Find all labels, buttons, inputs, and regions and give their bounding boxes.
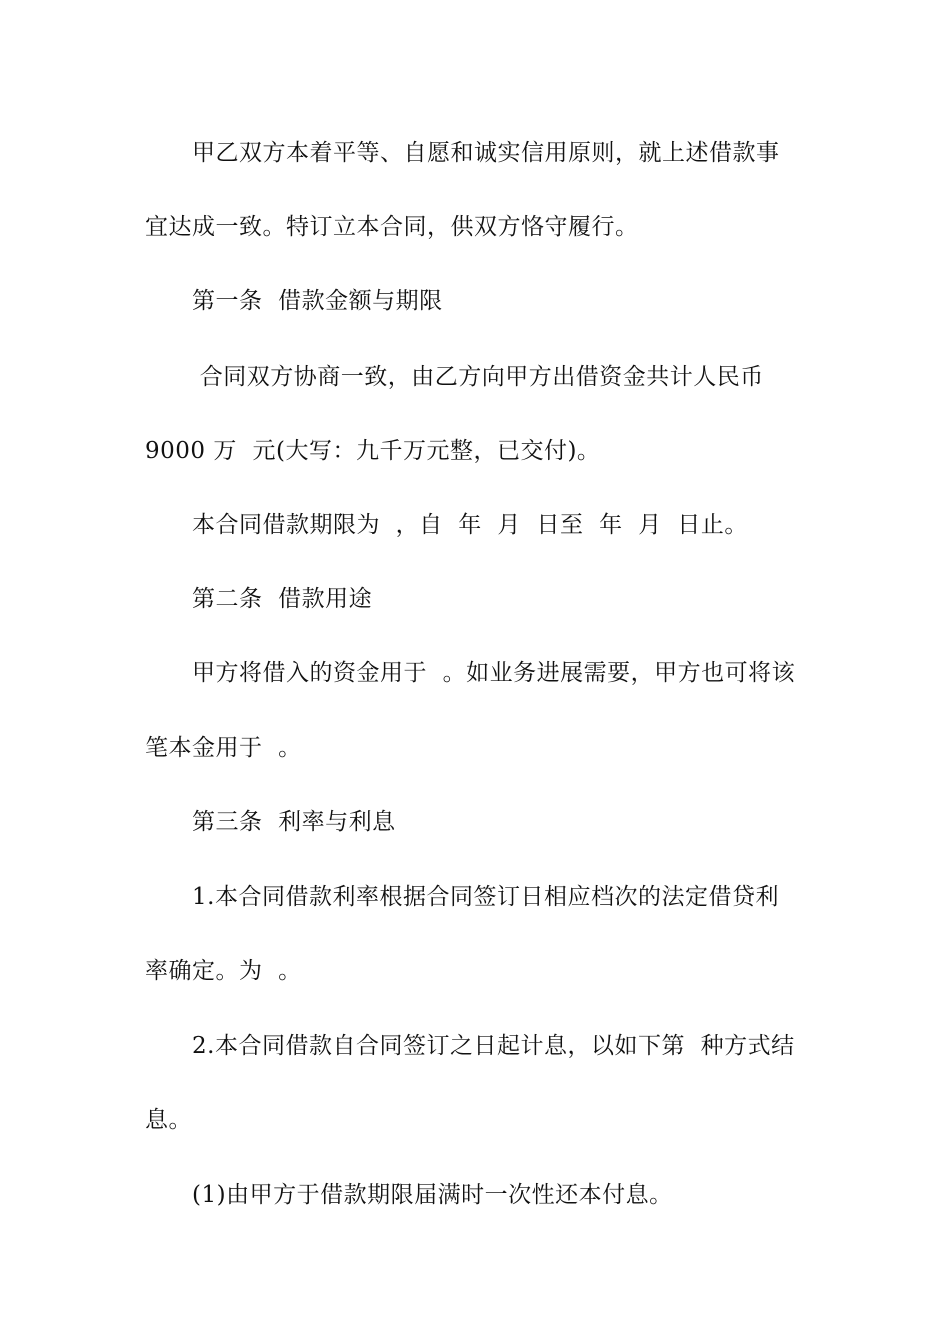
paragraph-line-8: 1.本合同借款利率根据合同签订日相应档次的法定借贷利 — [192, 884, 779, 910]
paragraph-line-10: 2.本合同借款自合同签订之日起计息，以如下第 种方式结 — [192, 1033, 795, 1059]
section-heading-2: 第二条 借款用途 — [192, 586, 373, 612]
paragraph-line-9: 率确定。为 。 — [145, 958, 302, 984]
section-heading-1: 第一条 借款金额与期限 — [192, 288, 443, 314]
paragraph-line-7: 笔本金用于 。 — [145, 735, 302, 761]
paragraph-line-12: (1)由甲方于借款期限届满时一次性还本付息。 — [192, 1182, 673, 1208]
paragraph-line-4: 9000 万 元(大写：九千万元整，已交付)。 — [145, 438, 601, 464]
paragraph-line-2: 宜达成一致。特订立本合同，供双方恪守履行。 — [145, 214, 639, 240]
paragraph-line-3: 合同双方协商一致，由乙方向甲方出借资金共计人民币 — [192, 364, 764, 390]
paragraph-line-11: 息。 — [145, 1107, 192, 1133]
paragraph-line-5: 本合同借款期限为 ，自 年 月 日至 年 月 日止。 — [192, 512, 748, 538]
paragraph-line-6: 甲方将借入的资金用于 。如业务进展需要，甲方也可将该 — [192, 660, 796, 686]
section-heading-3: 第三条 利率与利息 — [192, 809, 396, 835]
paragraph-line-1: 甲乙双方本着平等、自愿和诚实信用原则，就上述借款事 — [192, 140, 780, 166]
